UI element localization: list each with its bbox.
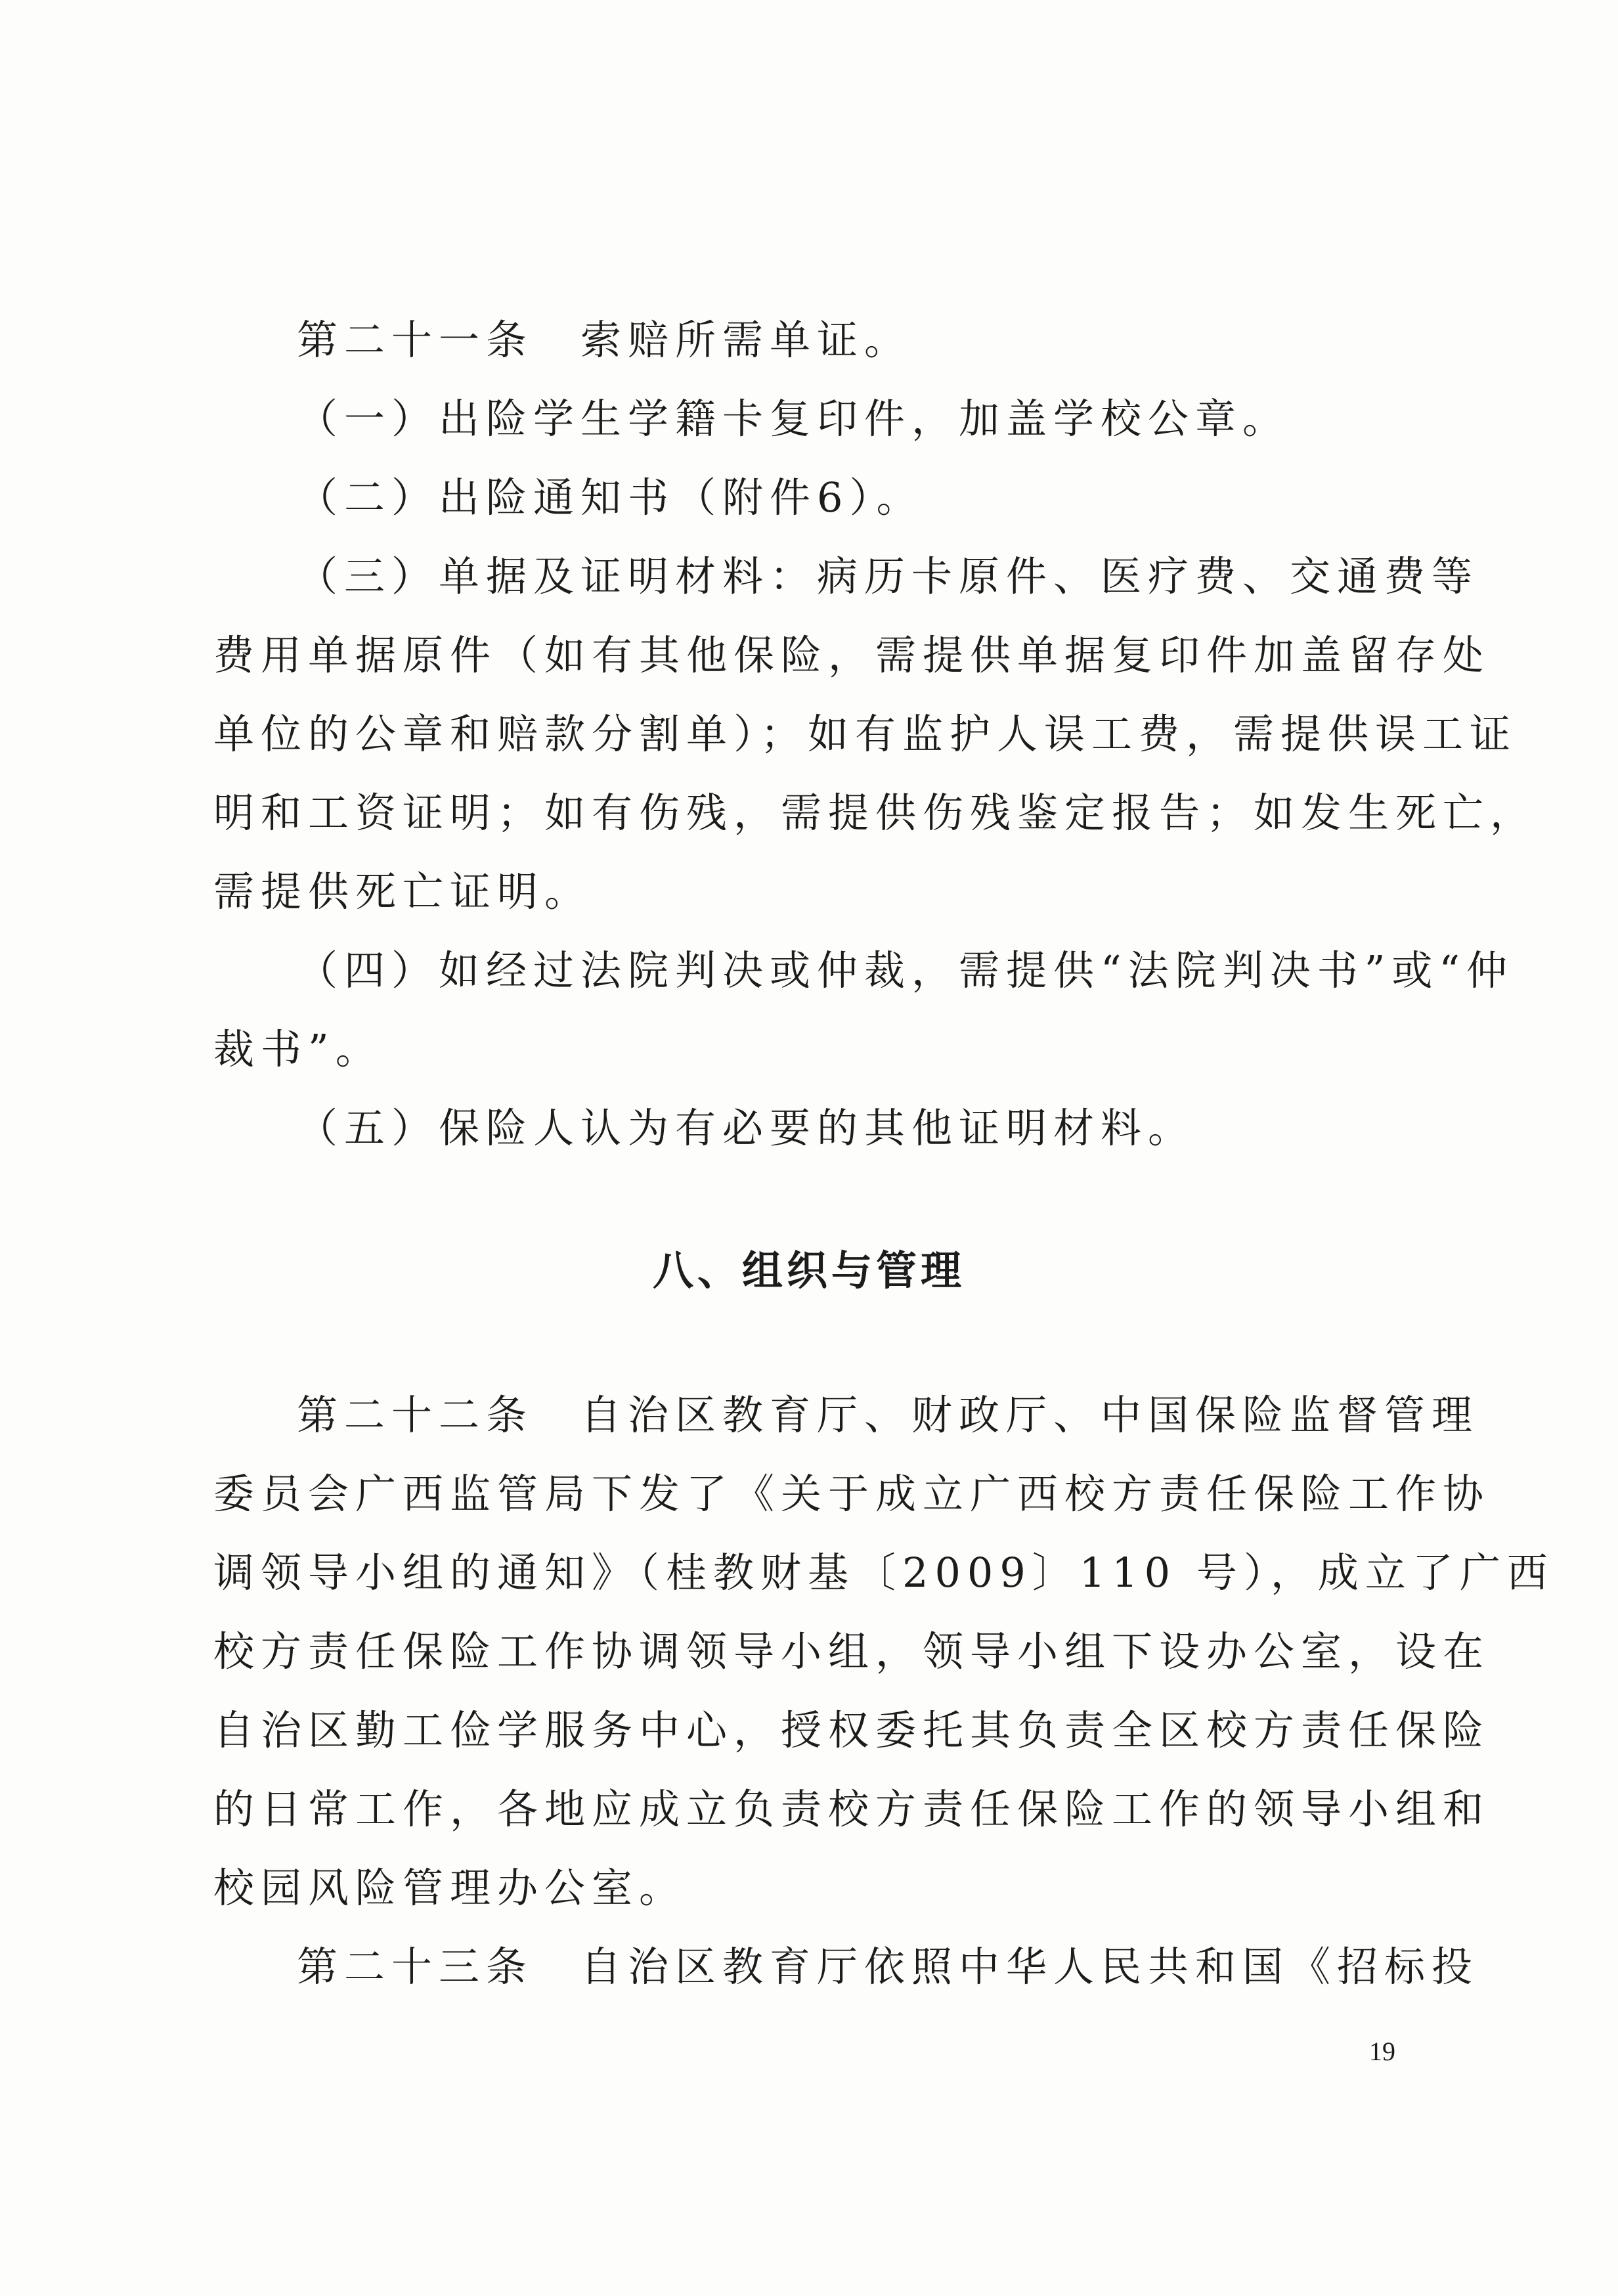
article-21-item-3-line-2: 费用单据原件（如有其他保险，需提供单据复印件加盖留存处 [213,631,1491,679]
article-21-item-3-line-5: 需提供死亡证明。 [213,868,592,916]
article-22-line-6: 的日常工作，各地应成立负责校方责任保险工作的领导小组和 [213,1785,1491,1833]
article-22-line-4: 校方责任保险工作协调领导小组，领导小组下设办公室，设在 [213,1627,1491,1675]
article-21-item-2: （二）出险通知书（附件6）。 [297,474,924,521]
article-22-line-7: 校园风险管理办公室。 [213,1864,687,1912]
article-22-line-5: 自治区勤工俭学服务中心，授权委托其负责全区校方责任保险 [213,1706,1491,1754]
article-21-item-3-line-1: （三）单据及证明材料：病历卡原件、医疗费、交通费等 [297,552,1479,600]
article-22-line-2: 委员会广西监管局下发了《关于成立广西校方责任保险工作协 [213,1470,1491,1518]
article-21-item-3-line-3: 单位的公章和赔款分割单）；如有监护人误工费，需提供误工证 [213,710,1518,758]
article-21-item-5: （五）保险人认为有必要的其他证明材料。 [297,1104,1196,1152]
section-heading: 八、组织与管理 [652,1247,965,1294]
article-21-item-3-line-4: 明和工资证明；如有伤残，需提供伤残鉴定报告；如发生死亡， [213,789,1538,837]
article-21-title: 第二十一条 索赔所需单证。 [297,316,912,364]
article-22-line-1: 第二十二条 自治区教育厅、财政厅、中国保险监督管理 [297,1391,1479,1439]
article-22-line-3: 调领导小组的通知》（桂教财基〔2009〕110 号），成立了广西 [213,1549,1554,1597]
article-21-item-1: （一）出险学生学籍卡复印件，加盖学校公章。 [297,395,1290,443]
article-21-item-4-line-2: 裁书”。 [213,1025,383,1073]
article-21-item-4-line-1: （四）如经过法院判决或仲裁，需提供“法院判决书”或“仲 [297,946,1514,994]
page-number: 19 [1369,2037,1395,2066]
article-23-line-1: 第二十三条 自治区教育厅依照中华人民共和国《招标投 [297,1943,1479,1991]
